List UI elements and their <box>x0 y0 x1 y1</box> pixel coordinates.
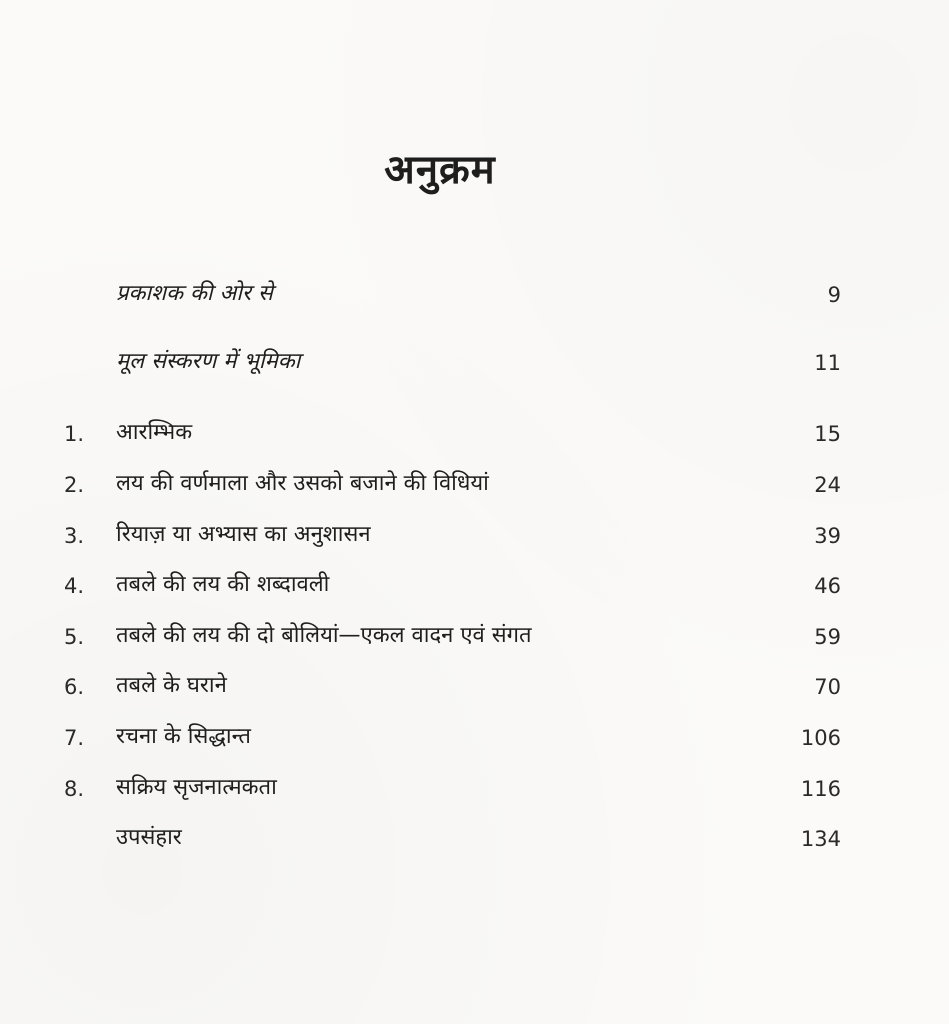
toc-entry-label: तबले की लय की दो बोलियां—एकल वादन एवं संगत <box>116 623 532 648</box>
toc-entry-page: 15 <box>814 422 841 446</box>
toc-entry-label: मूल संस्करण में भूमिका <box>116 349 301 374</box>
toc-entry-label: रियाज़ या अभ्यास का अनुशासन <box>116 522 371 547</box>
toc-entry-page: 70 <box>814 675 841 699</box>
toc-entry-chapter-8 <box>0 771 949 811</box>
toc-entry-page: 106 <box>800 726 841 750</box>
toc-entry-page: 39 <box>814 524 841 548</box>
toc-entry-label: उपसंहार <box>116 825 182 850</box>
toc-entry-chapter-3 <box>0 518 949 558</box>
toc-entry-publisher-note <box>0 277 949 317</box>
toc-entry-epilogue <box>0 821 949 861</box>
toc-entry-number: 8. <box>64 777 85 801</box>
toc-entry-page: 46 <box>814 574 841 598</box>
toc-entry-page: 11 <box>814 351 841 375</box>
toc-entry-label: तबले के घराने <box>116 673 227 698</box>
toc-entry-page: 9 <box>827 283 841 307</box>
toc-entry-number: 3. <box>64 524 85 548</box>
toc-entry-page: 59 <box>814 625 841 649</box>
toc-entry-label: लय की वर्णमाला और उसको बजाने की विधियां <box>116 471 489 496</box>
toc-entry-page: 24 <box>814 473 841 497</box>
page-title: अनुक्रम <box>384 147 496 193</box>
toc-entry-chapter-7 <box>0 720 949 760</box>
toc-entry-chapter-5 <box>0 619 949 659</box>
toc-entry-label: तबले की लय की शब्दावली <box>116 572 330 597</box>
toc-entry-label: प्रकाशक की ओर से <box>116 281 273 306</box>
toc-entry-number: 6. <box>64 675 85 699</box>
toc-entry-label: सक्रिय सृजनात्मकता <box>116 775 277 800</box>
toc-entry-label: रचना के सिद्धान्त <box>116 724 251 749</box>
toc-entry-number: 7. <box>64 726 85 750</box>
toc-entry-number: 1. <box>64 422 85 446</box>
toc-entry-page: 134 <box>800 827 841 851</box>
toc-entry-number: 4. <box>64 574 85 598</box>
toc-entry-label: आरम्भिक <box>116 420 193 445</box>
toc-entry-chapter-1 <box>0 416 949 456</box>
toc-entry-chapter-2 <box>0 467 949 507</box>
toc-entry-number: 5. <box>64 625 85 649</box>
toc-entry-chapter-4 <box>0 568 949 608</box>
toc-entry-number: 2. <box>64 473 85 497</box>
toc-entry-page: 116 <box>800 777 841 801</box>
toc-entry-original-preface <box>0 345 949 385</box>
toc-entry-chapter-6 <box>0 669 949 709</box>
